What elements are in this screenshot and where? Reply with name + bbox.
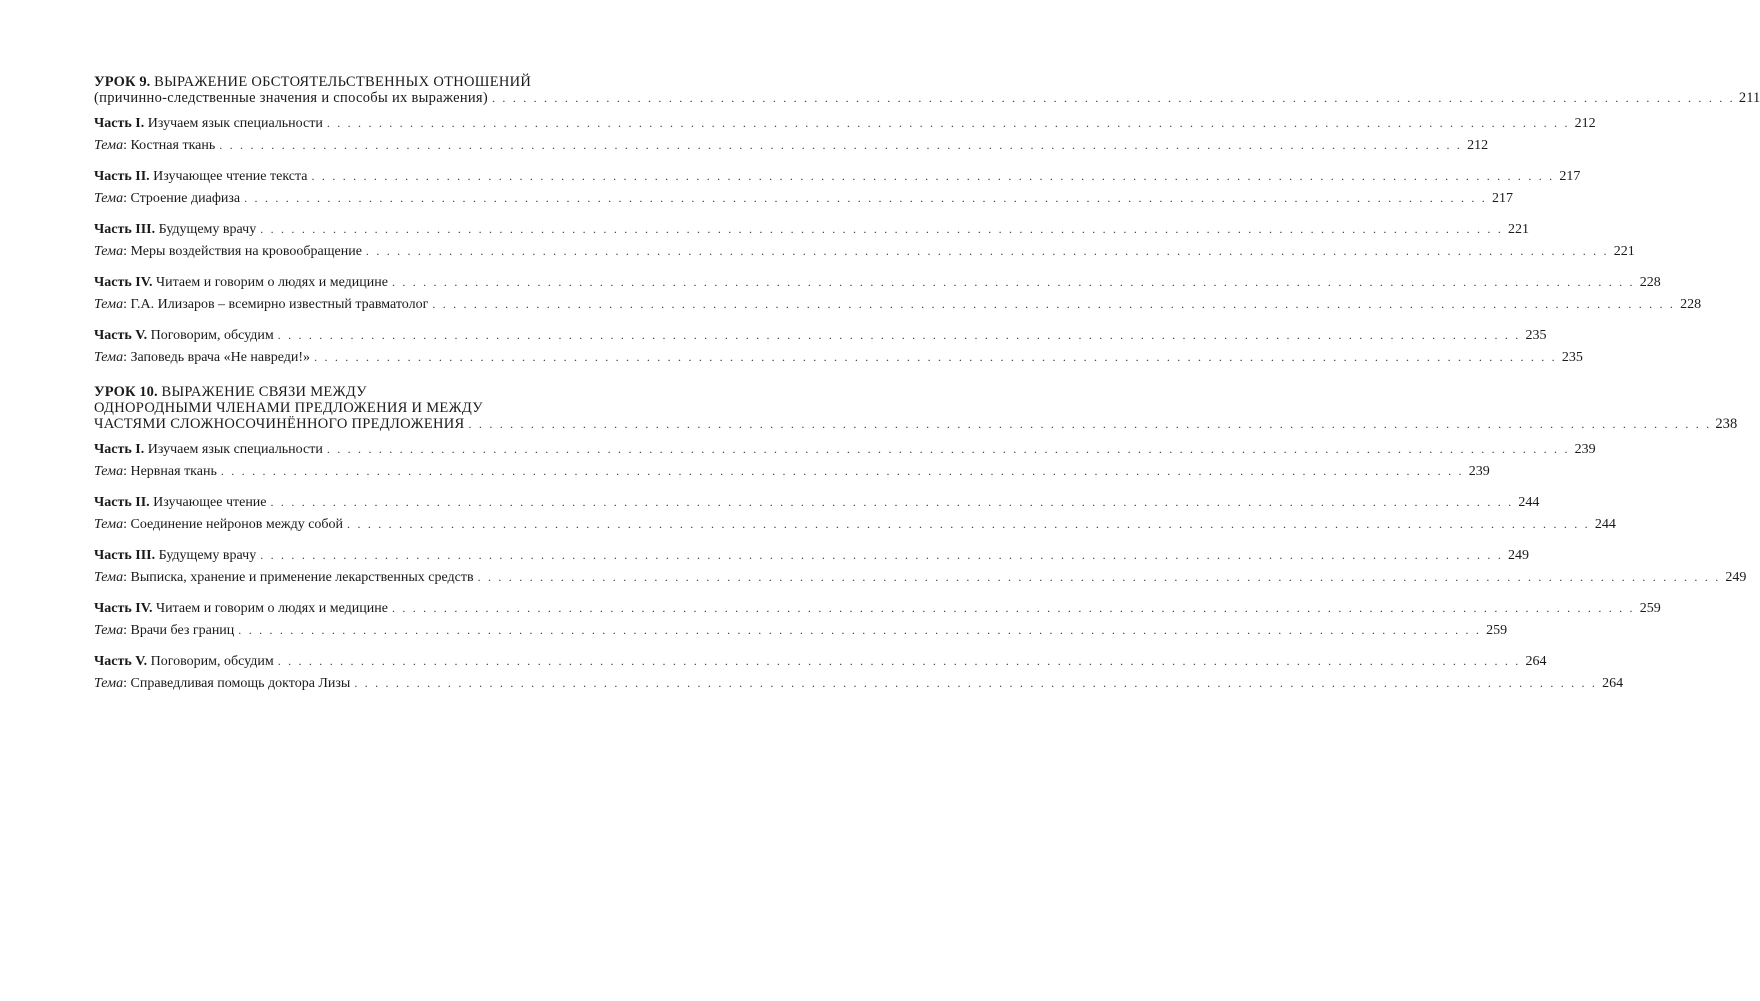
part-title: Читаем и говорим о людях и медицине — [156, 275, 388, 290]
page-number: 244 — [1518, 495, 1540, 510]
part-entry[interactable] — [94, 218, 1530, 240]
lesson-title-text: ОДНОРОДНЫМИ ЧЛЕНАМИ ПРЕДЛОЖЕНИЯ И МЕЖДУ — [94, 400, 483, 416]
page-number: 249 — [1725, 570, 1747, 585]
theme-title: Справедливая помощь доктора Лизы — [130, 676, 351, 691]
dot-leader: . . . . . . . . . . . . . . . . . . . . . . . . . . . . . . . . . . . . . . . . . . . . . . . . . . . . . . . . . . . . . . . . . . . . . . . . . . . . . . . . . . . . . . . . . . . . . . . . . . . . . . . . . . . . . . . . . . . . . . . . — [492, 91, 1735, 105]
part-entry-label — [94, 439, 323, 461]
theme-entry[interactable] — [94, 346, 1583, 368]
part-entry-label — [94, 166, 308, 188]
dot-leader: . . . . . . . . . . . . . . . . . . . . . . . . . . . . . . . . . . . . . . . . . . . . . . . . . . . . . . . . . . . . . . . . . . . . . . . . . . . . . . . . . . . . . . . . . . . . . . . . . . . . . . . . . . . . . . . . . . . . . . . . — [365, 244, 1609, 258]
theme-entry-label: Тема: Меры воздействия на кровообращение — [94, 244, 362, 259]
dot-leader: . . . . . . . . . . . . . . . . . . . . . . . . . . . . . . . . . . . . . . . . . . . . . . . . . . . . . . . . . . . . . . . . . . . . . . . . . . . . . . . . . . . . . . . . . . . . . . . . . . . . . . . . . . . . . . . . . . . . . . . . — [277, 654, 1521, 668]
page-number: 228 — [1639, 275, 1661, 290]
part-group — [94, 491, 1616, 535]
page-number: 235 — [1561, 350, 1583, 365]
part-entry[interactable] — [94, 271, 1661, 293]
theme-label: Тема — [94, 350, 124, 365]
theme-entry[interactable] — [94, 187, 1513, 209]
part-entry[interactable] — [94, 324, 1547, 346]
theme-title: Костная ткань — [130, 138, 216, 153]
lesson-title[interactable] — [94, 384, 1738, 432]
table-of-contents — [94, 74, 1760, 710]
page-number: 264 — [1602, 676, 1624, 691]
dot-leader: . . . . . . . . . . . . . . . . . . . . . . . . . . . . . . . . . . . . . . . . . . . . . . . . . . . . . . . . . . . . . . . . . . . . . . . . . . . . . . . . . . . . . . . . . . . . . . . . . . . . . . . . . . . . . . . . . . . . . . . . — [244, 191, 1487, 205]
page-number: 235 — [1525, 328, 1547, 343]
theme-entry[interactable] — [94, 134, 1489, 156]
part-title: Изучаем язык специальности — [147, 116, 323, 131]
lesson-title-line — [94, 400, 599, 416]
page-number: 239 — [1574, 442, 1596, 457]
theme-entry-label: Тема: Врачи без границ — [94, 623, 235, 638]
part-entry[interactable] — [94, 491, 1540, 513]
part-group — [94, 271, 1702, 315]
theme-title: Выписка, хранение и применение лекарственных средств — [130, 570, 474, 585]
part-group — [94, 650, 1624, 694]
dot-leader: . . . . . . . . . . . . . . . . . . . . . . . . . . . . . . . . . . . . . . . . . . . . . . . . . . . . . . . . . . . . . . . . . . . . . . . . . . . . . . . . . . . . . . . . . . . . . . . . . . . . . . . . . . . . . . . . . . . . . . . . — [220, 464, 1464, 478]
lesson-block — [94, 74, 1760, 368]
theme-entry-label: Тема: Костная ткань — [94, 138, 216, 153]
part-title: Изучающее чтение текста — [153, 169, 308, 184]
lesson-title-line — [94, 90, 1760, 106]
part-entry[interactable] — [94, 165, 1581, 187]
part-group — [94, 324, 1583, 368]
page-number: 264 — [1525, 654, 1547, 669]
part-title: Изучающее чтение — [153, 495, 267, 510]
lesson-title-line — [94, 74, 599, 90]
theme-entry[interactable] — [94, 619, 1508, 641]
part-entry[interactable] — [94, 438, 1596, 460]
part-group — [94, 544, 1747, 588]
lesson-number: УРОК 10. — [94, 384, 158, 400]
part-label: Часть II. — [94, 169, 150, 184]
part-group — [94, 112, 1596, 156]
dot-leader: . . . . . . . . . . . . . . . . . . . . . . . . . . . . . . . . . . . . . . . . . . . . . . . . . . . . . . . . . . . . . . . . . . . . . . . . . . . . . . . . . . . . . . . . . . . . . . . . . . . . . . . . . . . . . . . . . . . . . . . . — [238, 623, 1482, 637]
theme-entry-label: Тема: Нервная ткань — [94, 464, 217, 479]
part-label: Часть V. — [94, 654, 148, 669]
theme-entry-label: Тема: Соединение нейронов между собой — [94, 517, 344, 532]
page-number: 259 — [1486, 623, 1508, 638]
lesson-title-line — [94, 416, 1738, 432]
part-title: Читаем и говорим о людях и медицине — [156, 601, 388, 616]
theme-title: Заповедь врача «Не навреди!» — [130, 350, 311, 365]
theme-entry-label: Тема: Строение диафиза — [94, 191, 241, 206]
part-entry[interactable] — [94, 597, 1661, 619]
theme-entry[interactable] — [94, 240, 1635, 262]
page-number: 259 — [1639, 601, 1661, 616]
page-number: 238 — [1715, 416, 1738, 432]
theme-entry[interactable] — [94, 513, 1616, 535]
part-title: Поговорим, обсудим — [150, 654, 274, 669]
lesson-title-text: ВЫРАЖЕНИЕ ОБСТОЯТЕЛЬСТВЕННЫХ ОТНОШЕНИЙ — [154, 74, 532, 90]
part-entry[interactable] — [94, 544, 1530, 566]
theme-label: Тема — [94, 517, 124, 532]
theme-title: Нервная ткань — [130, 464, 217, 479]
page-number: 228 — [1680, 297, 1702, 312]
part-entry[interactable] — [94, 650, 1547, 672]
part-entry-label — [94, 113, 323, 135]
dot-leader: . . . . . . . . . . . . . . . . . . . . . . . . . . . . . . . . . . . . . . . . . . . . . . . . . . . . . . . . . . . . . . . . . . . . . . . . . . . . . . . . . . . . . . . . . . . . . . . . . . . . . . . . . . . . . . . . . . . . . . . . — [314, 350, 1557, 364]
part-title: Поговорим, обсудим — [150, 328, 274, 343]
theme-entry-label: Тема: Заповедь врача «Не навреди!» — [94, 350, 311, 365]
page-number: 221 — [1613, 244, 1635, 259]
part-title: Изучаем язык специальности — [147, 442, 323, 457]
lesson-title-text: (причинно-следственные значения и способы их выражения) — [94, 90, 489, 106]
theme-entry[interactable] — [94, 566, 1747, 588]
theme-label: Тема — [94, 297, 124, 312]
lesson-title-text: ЧАСТЯМИ СЛОЖНОСОЧИНЁННОГО ПРЕДЛОЖЕНИЯ — [94, 416, 465, 432]
part-entry-label — [94, 598, 388, 620]
theme-entry-label: Тема: Справедливая помощь доктора Лизы — [94, 676, 351, 691]
dot-leader: . . . . . . . . . . . . . . . . . . . . . . . . . . . . . . . . . . . . . . . . . . . . . . . . . . . . . . . . . . . . . . . . . . . . . . . . . . . . . . . . . . . . . . . . . . . . . . . . . . . . . . . . . . . . . . . . . . . . . . . . — [432, 297, 1676, 311]
page-number: 212 — [1574, 116, 1596, 131]
part-label: Часть IV. — [94, 275, 153, 290]
page-number: 217 — [1491, 191, 1513, 206]
part-group — [94, 218, 1635, 262]
theme-entry-label: Тема: Выписка, хранение и применение лекарственных средств — [94, 570, 474, 585]
theme-label: Тема — [94, 244, 124, 259]
dot-leader: . . . . . . . . . . . . . . . . . . . . . . . . . . . . . . . . . . . . . . . . . . . . . . . . . . . . . . . . . . . . . . . . . . . . . . . . . . . . . . . . . . . . . . . . . . . . . . . . . . . . . . . . . . . . . . . . . . . . . . . . — [270, 495, 1514, 509]
part-entry-label — [94, 272, 388, 294]
page-number: 249 — [1508, 548, 1530, 563]
dot-leader: . . . . . . . . . . . . . . . . . . . . . . . . . . . . . . . . . . . . . . . . . . . . . . . . . . . . . . . . . . . . . . . . . . . . . . . . . . . . . . . . . . . . . . . . . . . . . . . . . . . . . . . . . . . . . . . . . . . . . . . . — [260, 548, 1504, 562]
page-number: 217 — [1559, 169, 1581, 184]
page-number: 211 — [1738, 90, 1760, 106]
theme-label: Тема — [94, 191, 124, 206]
lesson-title[interactable] — [94, 74, 1760, 106]
lesson-block — [94, 384, 1747, 694]
part-entry-label — [94, 492, 267, 514]
part-entry-label — [94, 651, 274, 673]
theme-title: Меры воздействия на кровообращение — [130, 244, 362, 259]
part-title: Будущему врачу — [158, 222, 257, 237]
lesson-number: УРОК 9. — [94, 74, 151, 90]
dot-leader: . . . . . . . . . . . . . . . . . . . . . . . . . . . . . . . . . . . . . . . . . . . . . . . . . . . . . . . . . . . . . . . . . . . . . . . . . . . . . . . . . . . . . . . . . . . . . . . . . . . . . . . . . . . . . . . . . . . . . . . . — [326, 116, 1570, 130]
part-group — [94, 597, 1661, 641]
dot-leader: . . . . . . . . . . . . . . . . . . . . . . . . . . . . . . . . . . . . . . . . . . . . . . . . . . . . . . . . . . . . . . . . . . . . . . . . . . . . . . . . . . . . . . . . . . . . . . . . . . . . . . . . . . . . . . . . . . . . . . . . — [468, 417, 1712, 431]
dot-leader: . . . . . . . . . . . . . . . . . . . . . . . . . . . . . . . . . . . . . . . . . . . . . . . . . . . . . . . . . . . . . . . . . . . . . . . . . . . . . . . . . . . . . . . . . . . . . . . . . . . . . . . . . . . . . . . . . . . . . . . . — [326, 442, 1570, 456]
theme-title: Врачи без границ — [130, 623, 235, 638]
lesson-title-text: ВЫРАЖЕНИЕ СВЯЗИ МЕЖДУ — [161, 384, 367, 400]
theme-entry[interactable] — [94, 460, 1490, 482]
part-label: Часть II. — [94, 495, 150, 510]
theme-entry-label: Тема: Г.А. Илизаров – всемирно известный травматолог — [94, 297, 429, 312]
page-number: 239 — [1468, 464, 1490, 479]
theme-title: Строение диафиза — [130, 191, 241, 206]
theme-entry[interactable] — [94, 672, 1624, 694]
part-label: Часть I. — [94, 116, 145, 131]
part-entry-label — [94, 219, 256, 241]
theme-label: Тема — [94, 676, 124, 691]
dot-leader: . . . . . . . . . . . . . . . . . . . . . . . . . . . . . . . . . . . . . . . . . . . . . . . . . . . . . . . . . . . . . . . . . . . . . . . . . . . . . . . . . . . . . . . . . . . . . . . . . . . . . . . . . . . . . . . . . . . . . . . . — [477, 570, 1721, 584]
lesson-title-line — [94, 384, 599, 400]
part-label: Часть III. — [94, 222, 156, 237]
dot-leader: . . . . . . . . . . . . . . . . . . . . . . . . . . . . . . . . . . . . . . . . . . . . . . . . . . . . . . . . . . . . . . . . . . . . . . . . . . . . . . . . . . . . . . . . . . . . . . . . . . . . . . . . . . . . . . . . . . . . . . . . — [219, 138, 1463, 152]
theme-label: Тема — [94, 570, 124, 585]
page-number: 212 — [1467, 138, 1489, 153]
dot-leader: . . . . . . . . . . . . . . . . . . . . . . . . . . . . . . . . . . . . . . . . . . . . . . . . . . . . . . . . . . . . . . . . . . . . . . . . . . . . . . . . . . . . . . . . . . . . . . . . . . . . . . . . . . . . . . . . . . . . . . . . — [391, 601, 1635, 615]
theme-entry[interactable] — [94, 293, 1702, 315]
theme-label: Тема — [94, 464, 124, 479]
part-entry-label — [94, 325, 274, 347]
part-label: Часть V. — [94, 328, 148, 343]
part-label: Часть I. — [94, 442, 145, 457]
theme-label: Тема — [94, 623, 124, 638]
part-label: Часть III. — [94, 548, 156, 563]
theme-label: Тема — [94, 138, 124, 153]
dot-leader: . . . . . . . . . . . . . . . . . . . . . . . . . . . . . . . . . . . . . . . . . . . . . . . . . . . . . . . . . . . . . . . . . . . . . . . . . . . . . . . . . . . . . . . . . . . . . . . . . . . . . . . . . . . . . . . . . . . . . . . . — [391, 275, 1635, 289]
dot-leader: . . . . . . . . . . . . . . . . . . . . . . . . . . . . . . . . . . . . . . . . . . . . . . . . . . . . . . . . . . . . . . . . . . . . . . . . . . . . . . . . . . . . . . . . . . . . . . . . . . . . . . . . . . . . . . . . . . . . . . . . — [347, 517, 1590, 531]
part-group — [94, 438, 1596, 482]
part-group — [94, 165, 1581, 209]
part-title: Будущему врачу — [158, 548, 257, 563]
dot-leader: . . . . . . . . . . . . . . . . . . . . . . . . . . . . . . . . . . . . . . . . . . . . . . . . . . . . . . . . . . . . . . . . . . . . . . . . . . . . . . . . . . . . . . . . . . . . . . . . . . . . . . . . . . . . . . . . . . . . . . . . — [354, 676, 1598, 690]
theme-title: Г.А. Илизаров – всемирно известный травматолог — [130, 297, 429, 312]
page-number: 244 — [1594, 517, 1616, 532]
page-number: 221 — [1508, 222, 1530, 237]
dot-leader: . . . . . . . . . . . . . . . . . . . . . . . . . . . . . . . . . . . . . . . . . . . . . . . . . . . . . . . . . . . . . . . . . . . . . . . . . . . . . . . . . . . . . . . . . . . . . . . . . . . . . . . . . . . . . . . . . . . . . . . . — [311, 169, 1555, 183]
part-label: Часть IV. — [94, 601, 153, 616]
dot-leader: . . . . . . . . . . . . . . . . . . . . . . . . . . . . . . . . . . . . . . . . . . . . . . . . . . . . . . . . . . . . . . . . . . . . . . . . . . . . . . . . . . . . . . . . . . . . . . . . . . . . . . . . . . . . . . . . . . . . . . . . — [260, 222, 1504, 236]
dot-leader: . . . . . . . . . . . . . . . . . . . . . . . . . . . . . . . . . . . . . . . . . . . . . . . . . . . . . . . . . . . . . . . . . . . . . . . . . . . . . . . . . . . . . . . . . . . . . . . . . . . . . . . . . . . . . . . . . . . . . . . . — [277, 328, 1521, 342]
theme-title: Соединение нейронов между собой — [130, 517, 344, 532]
part-entry[interactable] — [94, 112, 1596, 134]
part-entry-label — [94, 545, 256, 567]
